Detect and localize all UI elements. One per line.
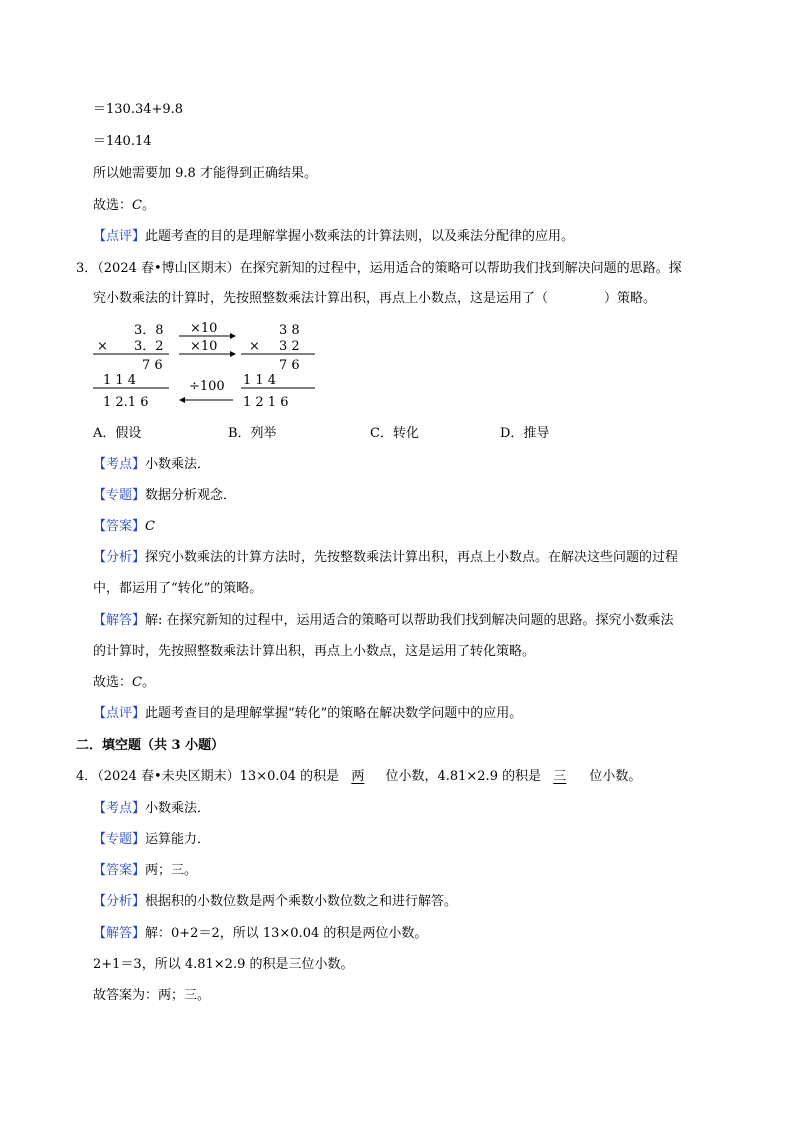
q3-stem-line-1: 3．（2024 春•博山区期末）在探究新知的过程中，运用适合的策略可以帮助我们找到解决问题的思路。探 xyxy=(76,261,682,276)
left-row-1: 3．8 xyxy=(134,323,164,338)
q4-kaodian-text: 小数乘法． xyxy=(145,801,211,816)
review-tag: 【点评】 xyxy=(93,229,146,244)
q4-jieda-text-1: 解：0+2＝2，所以 13×0.04 的积是两位小数。 xyxy=(145,926,428,941)
equation-line-1: ＝130.34+9.8 xyxy=(93,102,184,117)
q3-choice xyxy=(93,674,155,692)
right-row-2: 3 2 xyxy=(279,339,300,354)
q4-daan-text: 两；三。 xyxy=(145,863,198,878)
choice-prefix: 故选： xyxy=(93,198,133,213)
choice-suffix: 。 xyxy=(141,198,155,213)
equation-line-2: ＝140.14 xyxy=(93,134,152,149)
option-d: D．推导 xyxy=(500,426,550,441)
q3-review-text: 此题考查目的是理解掌握“转化”的策略在解决数学问题中的应用。 xyxy=(145,706,523,721)
q3-choice-prefix: 故选： xyxy=(93,675,133,690)
arrow-3-label: ÷100 xyxy=(189,379,225,394)
q3-stem-a: 究小数乘法的计算时，先按照整数乘法计算出积，再点上小数点，这是运用了（ xyxy=(93,291,549,306)
left-row-5: 1 2.1 6 xyxy=(103,395,149,410)
jieda-tag: 【解答】 xyxy=(93,613,146,628)
q4-stem-a: 4．（2024 春•未央区期末）13×0.04 的积是 xyxy=(76,769,340,784)
q3-fenxi-2: 中，都运用了“转化”的策略。 xyxy=(93,581,263,596)
q4-fenxi-tag: 【分析】 xyxy=(93,894,146,909)
q4-kaodian xyxy=(93,800,210,818)
q3-stem-line-2 xyxy=(93,290,656,308)
q4-blank-1: 两 xyxy=(351,769,365,784)
zhuanti-tag: 【专题】 xyxy=(93,488,146,503)
q3-jieda-1 xyxy=(93,612,674,630)
arrow-1-label: ×10 xyxy=(190,321,218,336)
option-b: B．列举 xyxy=(228,426,277,441)
jieda-text-1: 解: 在探究新知的过程中，运用适合的策略可以帮助我们找到解决问题的思路。探究小数乘法 xyxy=(145,613,674,628)
q4-kaodian-tag: 【考点】 xyxy=(93,801,146,816)
q4-zhuanti xyxy=(93,831,210,849)
left-row-4: 1 1 4 xyxy=(103,373,137,388)
q4-stem-b: 位小数，4.81×2.9 的积是 xyxy=(385,769,542,784)
section-title: 二．填空题（共 3 小题） xyxy=(76,738,225,753)
q3-review xyxy=(93,705,522,723)
q4-zhuanti-tag: 【专题】 xyxy=(93,832,146,847)
q4-daan xyxy=(93,862,197,880)
q4-zhuanti-text: 运算能力． xyxy=(145,832,211,847)
fenxi-tag: 【分析】 xyxy=(93,550,146,565)
q4-jieda-2: 2+1＝3，所以 4.81×2.9 的积是三位小数。 xyxy=(93,957,354,972)
q4-blank-2: 三 xyxy=(553,769,567,784)
conclusion-line: 所以她需要加 9.8 才能得到正确结果。 xyxy=(93,166,317,181)
review-line xyxy=(93,228,574,246)
q4-fenxi xyxy=(93,893,457,911)
q3-kaodian xyxy=(93,456,210,474)
left-multiply-sign: × xyxy=(97,339,108,354)
option-c: C．转化 xyxy=(370,426,419,441)
zhuanti-text: 数据分析观念． xyxy=(145,488,237,503)
right-multiply-sign: × xyxy=(249,339,260,354)
option-a: A．假设 xyxy=(93,426,142,441)
daan-tag: 【答案】 xyxy=(93,519,146,534)
q4-jieda-1 xyxy=(93,925,427,943)
multiplication-diagram xyxy=(93,318,333,413)
q3-zhuanti xyxy=(93,487,236,505)
arrow-1-head xyxy=(230,333,236,339)
fenxi-text-1: 探究小数乘法的计算方法时，先按整数乘法计算出积，再点上小数点。在解决这些问题的过程 xyxy=(145,550,679,565)
right-row-1: 3 8 xyxy=(279,323,300,338)
arrow-3-head xyxy=(179,397,185,403)
choice-line xyxy=(93,197,155,215)
q4-stem xyxy=(76,768,641,786)
choice-answer: C xyxy=(132,198,142,213)
q4-fenxi-text: 根据积的小数位数是两个乘数小数位数之和进行解答。 xyxy=(145,894,458,909)
q4-jieda-tag: 【解答】 xyxy=(93,926,146,941)
q3-daan xyxy=(93,518,155,536)
q4-daan-tag: 【答案】 xyxy=(93,863,146,878)
left-row-3: 7 6 xyxy=(142,358,163,373)
arrow-2-label: ×10 xyxy=(190,339,218,354)
q3-review-tag: 【点评】 xyxy=(93,706,146,721)
review-text: 此题考查的目的是理解掌握小数乘法的计算法则，以及乘法分配律的应用。 xyxy=(145,229,575,244)
daan-text: C xyxy=(145,519,155,534)
right-row-4: 1 1 4 xyxy=(243,373,277,388)
kaodian-tag: 【考点】 xyxy=(93,457,146,472)
q3-fenxi-1 xyxy=(93,549,678,567)
q4-stem-c: 位小数。 xyxy=(589,769,642,784)
kaodian-text: 小数乘法． xyxy=(145,457,211,472)
right-row-5: 1 2 1 6 xyxy=(243,395,289,410)
arrow-2-head xyxy=(230,351,236,357)
right-row-3: 7 6 xyxy=(279,358,300,373)
q3-stem-b: ）策略。 xyxy=(604,291,657,306)
q4-final: 故答案为：两；三。 xyxy=(93,988,211,1003)
q3-jieda-2: 的计算时，先按照整数乘法计算出积，再点上小数点，这是运用了转化策略。 xyxy=(93,644,536,659)
left-row-2: 3．2 xyxy=(134,339,164,354)
q3-choice-suffix: 。 xyxy=(141,675,155,690)
q3-choice-answer: C xyxy=(132,675,142,690)
